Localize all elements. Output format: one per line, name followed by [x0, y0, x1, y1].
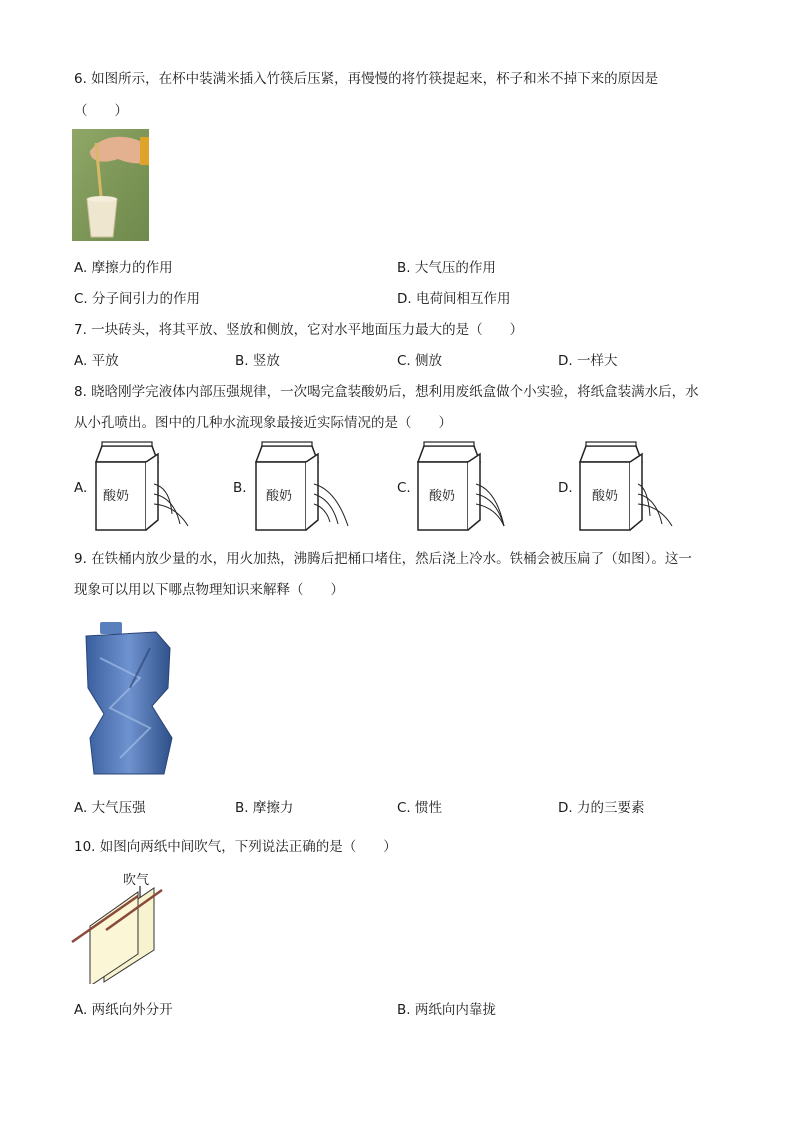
q6-option-b: B. 大气压的作用	[397, 260, 496, 276]
q6-stem-line2: （ ）	[74, 103, 128, 119]
q6-stem-line1: 6. 如图所示，在杯中装满米插入竹筷后压紧，再慢慢的将竹筷提起来，杯子和米不掉下来的原因是	[74, 71, 659, 87]
q7-option-a: A. 平放	[74, 353, 119, 369]
q6-option-c: C. 分子间引力的作用	[74, 291, 201, 307]
q8-stem-line1: 8. 晓晗刚学完液体内部压强规律，一次喝完盒装酸奶后，想利用废纸盒做个小实验，将纸盒装满水后，水	[74, 384, 699, 400]
q9-option-b: B. 摩擦力	[235, 800, 294, 816]
q9-stem-line2: 现象可以用以下哪点物理知识来解释（ ）	[74, 582, 344, 598]
q9-option-c: C. 惯性	[397, 800, 443, 816]
q10-option-b: B. 两纸向内靠拢	[397, 1002, 496, 1018]
q6-option-d: D. 电荷间相互作用	[397, 291, 511, 307]
q7-option-b: B. 竖放	[235, 353, 280, 369]
q7-stem: 7. 一块砖头，将其平放、竖放和侧放，它对水平地面压力最大的是（ ）	[74, 322, 524, 338]
q8-figure-letter-b: B.	[233, 480, 247, 496]
q10-stem: 10. 如图向两纸中间吹气，下列说法正确的是（ ）	[74, 839, 397, 855]
q7-option-d: D. 一样大	[558, 353, 618, 369]
q8-figure-letter-d: D.	[558, 480, 573, 496]
q8-figure-letter-a: A.	[74, 480, 88, 496]
two-papers-figure	[70, 884, 170, 984]
q8-carton-a-label: 酸奶	[103, 489, 130, 504]
q8-carton-d-label: 酸奶	[592, 489, 619, 504]
q8-carton-d	[576, 440, 676, 532]
q8-stem-line2: 从小孔喷出。图中的几种水流现象最接近实际情况的是（ ）	[74, 415, 452, 431]
q8-figure-letter-c: C.	[397, 480, 411, 496]
q10-blow-label: 吹气	[123, 873, 150, 888]
rice-cup-photo	[72, 129, 149, 241]
q8-carton-c-label: 酸奶	[429, 489, 456, 504]
q9-option-a: A. 大气压强	[74, 800, 146, 816]
q9-stem-line1: 9. 在铁桶内放少量的水，用火加热，沸腾后把桶口堵住，然后浇上冷水。铁桶会被压扁了（如图）。这一	[74, 551, 692, 567]
q10-option-a: A. 两纸向外分开	[74, 1002, 173, 1018]
q6-option-a: A. 摩擦力的作用	[74, 260, 173, 276]
crushed-can-photo	[80, 618, 180, 780]
q8-carton-b-label: 酸奶	[266, 489, 293, 504]
q7-option-c: C. 侧放	[397, 353, 443, 369]
q9-option-d: D. 力的三要素	[558, 800, 645, 816]
